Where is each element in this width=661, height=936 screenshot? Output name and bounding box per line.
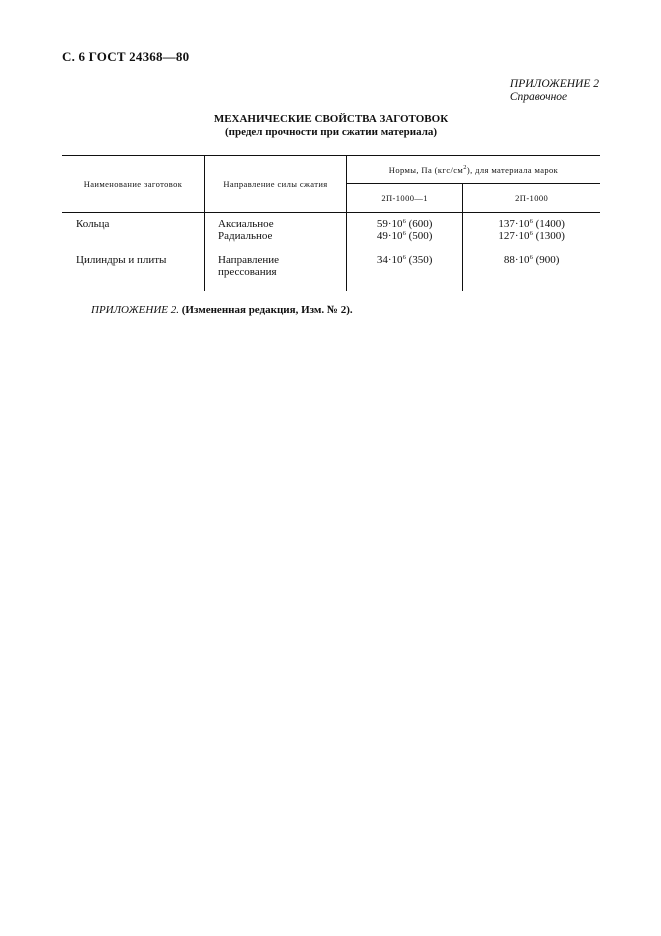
header-norms-sup: 2 (463, 163, 467, 171)
table-subtitle: (предел прочности при сжатии материала) (224, 125, 438, 138)
value-exponent: 6 (402, 229, 406, 237)
cell-name: Цилиндры и плиты (62, 249, 205, 291)
direction-line: Аксиальное (218, 218, 274, 230)
cell-name: Кольца (62, 213, 205, 250)
direction-line: прессования (218, 265, 277, 278)
table-title: МЕХАНИЧЕСКИЕ СВОЙСТВА ЗАГОТОВОК (213, 113, 449, 125)
value-kgf: (1400) (532, 218, 565, 230)
note-revision: (Измененная редакция, Изм. № 2). (181, 304, 353, 316)
table-row (62, 249, 600, 291)
header-grade-2: 2П-1000 (463, 184, 600, 213)
value-kgf: (600) (405, 218, 433, 230)
value-mantissa: 137·10 (498, 218, 530, 230)
table-row (62, 213, 600, 250)
table-title-block (62, 113, 600, 138)
header-grade-1: 2П-1000—1 (347, 184, 463, 213)
value-exponent: 6 (402, 218, 406, 225)
cell-grade-2 (463, 213, 600, 250)
value-mantissa: 49·10 (376, 229, 403, 242)
value-exponent: 6 (529, 218, 533, 225)
value-exponent: 6 (402, 254, 406, 261)
mechanical-properties-table (62, 155, 600, 291)
cell-grade-2 (463, 249, 600, 291)
value-kgf: (1300) (532, 229, 565, 242)
value-line (464, 231, 599, 243)
appendix-label: ПРИЛОЖЕНИЕ 2 (509, 78, 599, 90)
header-norms-post: ), для материала марок (466, 164, 559, 175)
value-mantissa: 88·10 (503, 254, 530, 266)
value-kgf: (350) (405, 254, 433, 266)
value-kgf: (500) (405, 229, 433, 242)
direction-line: Радиальное (218, 229, 273, 242)
appendix-label-block (510, 78, 599, 104)
value-mantissa: 59·10 (376, 218, 403, 230)
revision-note (91, 304, 353, 316)
value-line (464, 255, 599, 267)
value-mantissa: 34·10 (376, 254, 403, 266)
note-appendix-ref: ПРИЛОЖЕНИЕ 2. (91, 304, 179, 316)
value-line (348, 231, 461, 243)
cell-direction (205, 249, 347, 291)
header-norms (347, 156, 601, 184)
appendix-type: Справочное (509, 91, 568, 103)
header-norms-pre: Нормы, Па (кгс/см (388, 164, 464, 175)
header-direction: Направление силы сжатия (205, 156, 347, 213)
header-name: Наименование заготовок (62, 156, 205, 213)
value-exponent: 6 (529, 229, 533, 237)
value-line (348, 255, 461, 267)
page-header: С. 6 ГОСТ 24368—80 (62, 49, 190, 64)
cell-direction (205, 213, 347, 250)
direction-line: Направление (218, 254, 280, 266)
value-mantissa: 127·10 (498, 229, 530, 242)
value-exponent: 6 (529, 254, 533, 261)
cell-grade-1 (347, 213, 463, 250)
value-kgf: (900) (532, 254, 560, 266)
cell-grade-1 (347, 249, 463, 291)
